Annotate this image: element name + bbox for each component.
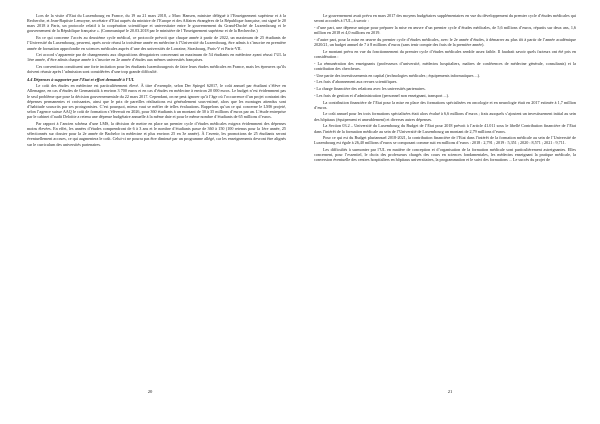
list-item: - Les frais de gestion et d’administration (personnel non enseignant, transport ...).: [314, 92, 449, 98]
list-item: - d’une part, une dépense unique pour préparer la mise en œuvre d’un premier cycle d’études médicales, de 5,6 millions d’euros, répartis sur deux ans, 1,6 million en 2018 et 4,0 millions en 2019.: [314, 24, 576, 36]
list-item: - La rémunération des enseignants (professeurs d’université, médecins hospitaliers, maîtres de conférences de médecine générale, consultants) et la contribution des chercheurs.: [314, 60, 576, 71]
paragraph: Pour ce qui est du Budget pluriannuel 2018-2021, la contribution financière de l’Etat dans l’intérêt de la formation médicale au sein de l’Université de Luxembourg est égale à 26,40 millions d’euros se composant comme suit en millions d’euros : 2018 : 2,791 ; 2019 : 5,351 ; 2020 : 8,571 ; 2021 : 9,711.: [314, 135, 576, 146]
paragraph: Le coût des études en médecine est particulièrement élevé. À titre d’exemple, selon Der Spiegel 62017, le coût annuel par étudiant s’élève en Allemagne, en cas d’études de Germanistik à environ 3 700 euros et en cas d’études en médecine à environ 20 000 euros. Le budget n’est évidemment pas le seul problème que pose la décision gouvernementale du 22 mars 2017. Cependant, on ne peut ignorer qu’à l’âge où l’occurrence d’un projet contraint des dépenses permanentes et croissantes, ainsi que le prix de pareilles réalisations est généralement sous-estimé, alors que les montages attendus sont d’habitude souscrits par ses protagonistes. C’est pourquoi, mieux vaut se méfier de telles évaluations. Rappelons qu’un ce qui concerne le LMS projeté, selon l’agence suisse AAQ le coût de formation s’élèverait en 2026, pour 360 étudiants à un montant de 30 à 35 millions d’euros par an. L’étude entreprise par le cabinet d’audit Deloitte a retenu une dépense budgétaire annuelle à la même date et pour le même nombre d’étudiants de 65 millions d’euros.: [27, 83, 286, 120]
page-number: 21: [447, 389, 453, 394]
paragraph: La Section 03.2 – Université du Luxembourg du Budget de l’Etat pour 2018 prévoit à l’article 41.011 sous le libellé Contribution financière de l’Etat dans l’intérêt de la formation médicale au sein de l’Université de Luxembourg un montant de 2,79 millions d’euros.: [314, 123, 576, 134]
section-heading: 4.4 Dépenses à supporter par l’Etat et effort demandé à l’UL: [27, 76, 135, 82]
paragraph: Ces conventions constituent une forte incitation pour les étudiants luxembourgeois de faire leurs études médicales en France, mais les épreuves qu’ils doivent réussir après l’admission sont considérées d’une trop grande difficulté.: [27, 64, 286, 75]
list-item: - La charge financière des relations avec les universités partenaires.: [314, 86, 426, 92]
list-item: - d’autre part, pour la mise en œuvre du premier cycle d’études médicales, avec le 2e année d’études, à démarrer au plus tôt à partir de l’année académique 2020/21, un budget annuel de 7 à 8 millions d’euros (sans tenir compte des frais de la première année).: [314, 36, 576, 47]
page-number: 20: [147, 389, 153, 394]
list-item: - Une partie des investissements en capital (technologies médicales ; équipements informatiques ...).: [314, 72, 481, 78]
paragraph: Lors de la visite d’Etat du Luxembourg en France, du 19 au 21 mars 2018, « Marc Hansen, ministre délégué à l’Enseignement supérieur et à la Recherche, et Jean-Baptiste Lemoyne, secrétaire d’Etat auprès du ministre de l’Europe et des Affaires étrangères de la République française, ont signé le 20 mars 2018 à Paris, un protocole relatif à la coopération scientifique et universitaire entre le gouvernement du Grand-Duché de Luxembourg et le gouvernement de la République française ». (Communiqué le 20.03.2018 par le ministère de l’Enseignement supérieur et de la Recherche.): [27, 13, 286, 34]
paragraph: En ce qui concerne l’accès au deuxième cycle médical, ce protocole prévoit que chaque année à partir de 2022, un maximum de 25 étudiants de l’Université du Luxembourg, peuvent, après avoir réussi la troisième année en médecine à l’Université du Luxembourg, être admis à s’inscrire en première année de formation approfondie en sciences médicales auprès d’une des universités de Lorraine, Strasbourg, Paris-V et Paris-VII.: [27, 35, 286, 51]
paragraph: Le montant prévu en vue du fonctionnement du premier cycle d’études médicales semble assez faible. Il faudrait savoir quels facteurs ont été pris en considération :: [314, 48, 576, 59]
paragraph: Par rapport à l’ancien schéma d’une LMS, la décision de mettre en place un premier cycle d’études médicales exigera évidemment des dépenses moins élevées. En effet, les années d’études comprendront de 6 à 3 ans et le nombre d’étudiants passe de 360 à 150 (100 retenus pour la 1ère année, 25 sélectionnés sur dossier pour la 2e année de Bachelor in médecine et plus environ 25 en 3e année). À l’avenir, les promotions de 25 étudiants seront éventuellement accrues, ce qui augmentera le coût. Celui-ci ne pourra pas être diminué par un programme allégé, car les enseignements devront être alignés sur le curriculum des universités partenaires.: [27, 120, 286, 147]
paragraph: La contribution financière de l’Etat pour la mise en place des formations spécialisées en oncologie et en neurologie était en 2017 estimée à 1,7 million d’euros.: [314, 99, 576, 110]
list-item: - Les frais d’abonnement aux revues scientifiques.: [314, 79, 398, 85]
paragraph: Cet accord s’apparente par de changements aux dispositions dérogatoires concernant un maximum de 54 étudiants en médecine ayant réussi l’UL la 1ère année, d’être admis chaque année à s’inscrire en 2e année d’études aux mêmes universités françaises.: [27, 52, 286, 63]
paragraph: Le coût annuel pour les trois formations spécialisées était alors évalué à 6,6 millions d’euros ; frais auxquels s’ajoutent un investissement initial au sein des hôpitaux (équipement et ameublement) et diverses autres dépenses.: [314, 111, 576, 122]
paragraph: Les difficultés à surmonter par l’UL en matière de conception et d’organisation de la formation médicale sont particulièrement astreignantes. Elles concernent, pour l’essentiel, le choix des professeurs chargés des cours en sciences fondamentales, les médecins enseignant la pratique médicale, la conversion éventuelle des centres hospitaliers en hôpitaux universitaires, la programmation et le suivi des formations ... Le succès du projet de: [314, 147, 576, 163]
paragraph: Le gouvernement avait prévu en mars 2017 des moyens budgétaires supplémentaires en vue du développement du premier cycle d’études médicales qui seront accordés à l’UL, à savoir :: [314, 13, 576, 24]
page-21: [300, 0, 600, 424]
